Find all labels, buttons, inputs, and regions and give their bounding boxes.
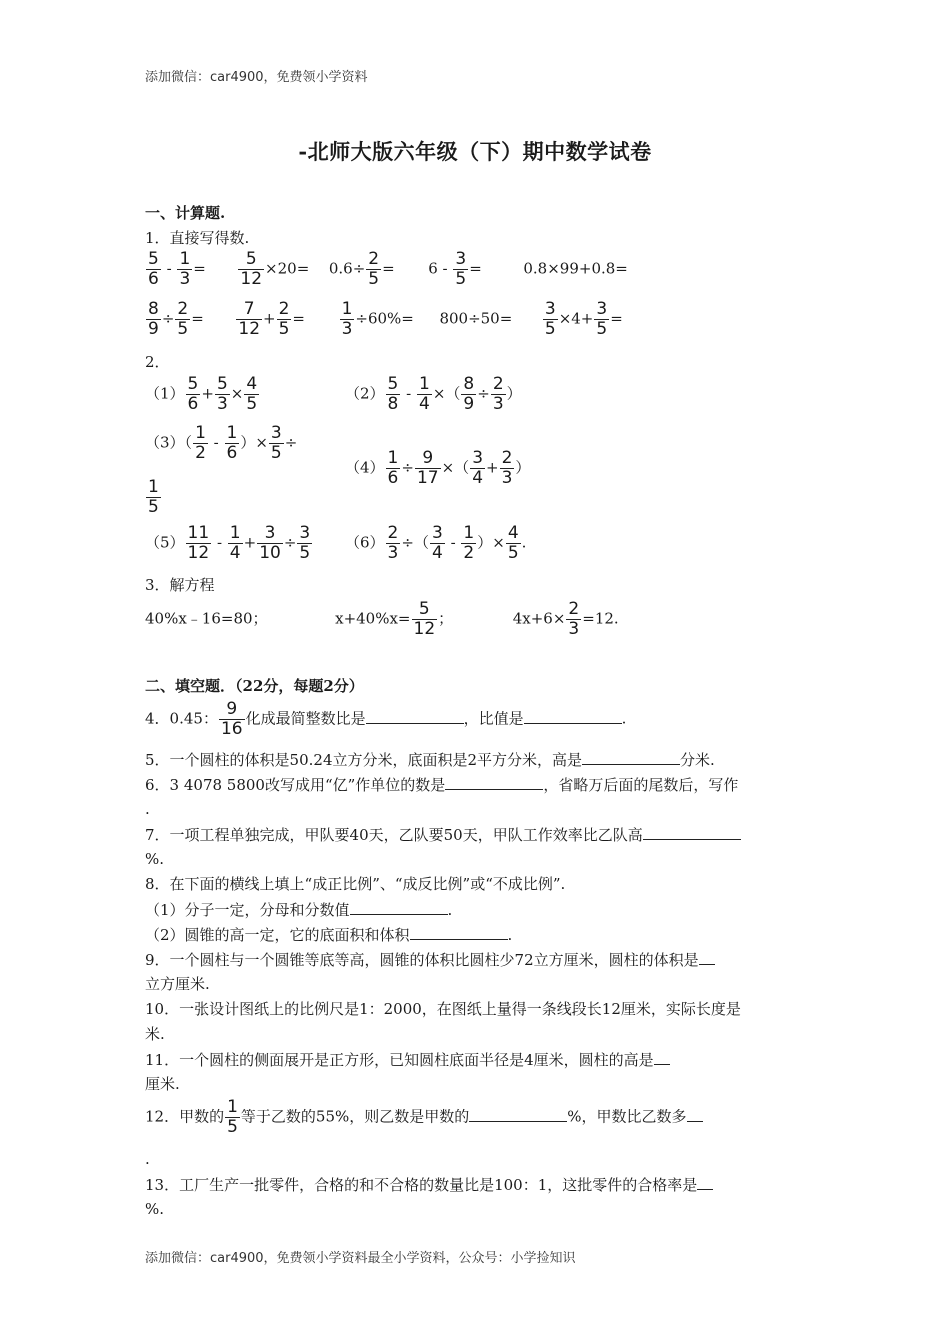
q2-row1-right: [345, 375, 522, 414]
fraction: $\frac{1}{5}$: [227, 1097, 238, 1137]
equations-row: [145, 600, 619, 639]
q8-2: [145, 924, 512, 945]
op: ）: [506, 384, 522, 403]
op: （: [445, 384, 461, 403]
expr-text: ×20=: [265, 259, 310, 278]
q11-end: 厘米.: [145, 1075, 180, 1093]
op: （: [184, 433, 193, 452]
q12-end: .: [145, 1150, 150, 1168]
answer-blank[interactable]: [350, 899, 448, 915]
fraction: $\frac{5}{8}$: [387, 374, 399, 414]
q6-end: .: [145, 800, 150, 818]
answer-blank[interactable]: [697, 1174, 713, 1190]
op: =: [191, 309, 204, 328]
fraction: $\frac{1}{4}$: [229, 523, 241, 563]
q3-label: 3．解方程: [145, 576, 215, 594]
fraction: $\frac{1}{2}$: [195, 423, 206, 463]
op: ÷: [401, 458, 414, 477]
q13-end: %.: [145, 1200, 165, 1218]
fraction: $\frac{5}{6}$: [187, 374, 199, 414]
fraction: $\frac{2}{3}$: [501, 448, 513, 488]
q6-text: 6．3 4078 5800改写成用“亿”作单位的数是: [145, 776, 446, 794]
q12-text: 12．甲数的: [145, 1107, 225, 1126]
q6: [145, 774, 738, 795]
op: -: [445, 533, 461, 552]
op: .: [507, 926, 513, 944]
q7: [145, 824, 741, 845]
fraction: $\frac{8}{9}$: [463, 374, 475, 414]
q13: [145, 1174, 713, 1195]
q4-text: 4．0.45：: [145, 709, 218, 728]
equation-1: 40%x﹣16=80；: [145, 609, 268, 628]
q9: [145, 949, 715, 970]
fraction: $\frac{1}{6}$: [387, 448, 399, 488]
fraction: $\frac{2}{3}$: [492, 374, 504, 414]
expr-text: ÷60%=: [355, 309, 414, 328]
item-number: （1）: [145, 384, 185, 403]
section1-heading: 一、计算题.: [145, 204, 226, 222]
q8: 8．在下面的横线上填上“成正比例”、“成反比例”或“不成比例”.: [145, 875, 566, 893]
fraction: $\frac{2}{3}$: [568, 599, 580, 639]
op: =: [292, 309, 305, 328]
q2-row3-left: [145, 524, 313, 563]
fraction: $\frac{2}{5}$: [368, 249, 380, 289]
op: =: [469, 259, 482, 278]
op: =: [610, 309, 623, 328]
op: ×: [432, 384, 446, 403]
answer-blank[interactable]: [582, 749, 680, 765]
page-title: -北师大版六年级（下）期中数学试卷: [298, 139, 652, 164]
q2-row1-left: [145, 375, 260, 414]
q10: 10．一张设计图纸上的比例尺是1：2000，在图纸上量得一条线段长12厘米，实际长度是: [145, 1000, 741, 1018]
item-number: （4）: [345, 458, 385, 477]
fraction: $\frac{1}{6}$: [226, 423, 238, 463]
q4-text: .: [621, 709, 627, 728]
op: ）: [515, 458, 531, 477]
op: -: [212, 533, 227, 552]
answer-blank[interactable]: [699, 949, 715, 965]
q4: [145, 700, 626, 739]
fraction: $\frac{5}{12}$: [240, 249, 263, 289]
q8-2-text: （2）圆锥的高一定，它的底面积和体积: [145, 926, 410, 944]
fraction: $\frac{3}{4}$: [472, 448, 484, 488]
op: +: [201, 384, 214, 403]
answer-blank[interactable]: [366, 708, 464, 724]
fraction: $\frac{1}{3}$: [341, 299, 353, 339]
fraction: $\frac{5}{6}$: [148, 249, 159, 289]
q5-text: 分米.: [680, 751, 715, 769]
op: ÷: [477, 384, 490, 403]
op: -: [161, 259, 177, 278]
op: ×: [230, 384, 244, 403]
q8-1: [145, 899, 452, 920]
footer-note: 添加微信：car4900，免费领小学资料最全小学资料，公众号：小学捡知识: [145, 1251, 576, 1266]
op: .: [447, 901, 453, 919]
expr-text: 0.6÷: [328, 259, 366, 278]
q4-text: ，比值是: [463, 709, 524, 728]
q5: [145, 749, 715, 770]
op: ÷: [283, 533, 297, 552]
header-note: 添加微信：car4900，免费领小学资料: [145, 70, 368, 85]
section2-heading: 二、填空题．（22分，每题2分）: [145, 677, 364, 695]
fraction: $\frac{3}{5}$: [596, 299, 608, 339]
q7-text: 7．一项工程单独完成，甲队要40天，乙队要50天，甲队工作效率比乙队高: [145, 826, 643, 844]
fraction: $\frac{5}{12}$: [413, 599, 436, 639]
fraction: $\frac{1}{2}$: [463, 523, 475, 563]
answer-blank[interactable]: [687, 1106, 703, 1122]
expr-text: 0.8×99+0.8=: [523, 259, 628, 278]
item-number: （5）: [145, 533, 185, 552]
op: =: [382, 259, 395, 278]
answer-blank[interactable]: [643, 824, 741, 840]
fraction: $\frac{8}{9}$: [148, 299, 159, 339]
q2-row2-cont: [145, 478, 162, 517]
q11-text: 11．一个圆柱的侧面展开是正方形，已知圆柱底面半径是4厘米，圆柱的高是: [145, 1051, 654, 1069]
op: +: [243, 533, 257, 552]
fraction: $\frac{3}{5}$: [270, 423, 282, 463]
fraction: $\frac{2}{5}$: [278, 299, 290, 339]
op: ）×: [477, 533, 505, 552]
q7-end: %.: [145, 850, 165, 868]
fraction: $\frac{4}{5}$: [246, 374, 258, 414]
q10-end: 米.: [145, 1025, 165, 1043]
op: ÷: [401, 533, 414, 552]
fraction: $\frac{3}{10}$: [259, 523, 281, 563]
op: .: [521, 533, 527, 552]
op: =: [193, 259, 206, 278]
fraction: $\frac{4}{5}$: [507, 523, 519, 563]
op: ÷: [284, 433, 298, 452]
q9-end: 立方厘米.: [145, 975, 210, 993]
op: +: [486, 458, 499, 477]
op: -: [208, 433, 224, 452]
op: ）×: [240, 433, 268, 452]
q9-text: 9．一个圆柱与一个圆锥等底等高，圆锥的体积比圆柱少72立方厘米，圆柱的体积是: [145, 951, 699, 969]
op: +: [263, 309, 276, 328]
q13-text: 13．工厂生产一批零件，合格的和不合格的数量比是100：1，这批零件的合格率是: [145, 1176, 698, 1194]
q1-label: 1．直接写得数.: [145, 229, 250, 247]
fraction: $\frac{3}{4}$: [431, 523, 443, 563]
q2-row3-right: [345, 524, 526, 563]
item-number: （3）: [145, 433, 185, 452]
fraction: $\frac{1}{5}$: [148, 477, 159, 517]
fraction: $\frac{3}{5}$: [299, 523, 311, 563]
fraction: $\frac{3}{5}$: [544, 299, 556, 339]
op: （: [454, 458, 470, 477]
expr-text: 800÷50=: [439, 309, 513, 328]
q2-row2-left: [145, 424, 297, 463]
q2-row2-right: [345, 449, 530, 488]
fraction: $\frac{3}{5}$: [455, 249, 467, 289]
fraction: $\frac{2}{3}$: [387, 523, 399, 563]
fraction: $\frac{2}{5}$: [177, 299, 189, 339]
answer-blank[interactable]: [469, 1106, 567, 1122]
op: ÷: [161, 309, 175, 328]
q12-text: %，甲数比乙数多: [567, 1107, 687, 1126]
fraction: $\frac{7}{12}$: [238, 299, 261, 339]
expr-text: 6 -: [428, 259, 453, 278]
q2-label: 2．: [145, 353, 170, 371]
q12-text: 等于乙数的55%，则乙数是甲数的: [240, 1107, 470, 1126]
q8-1-text: （1）分子一定，分母和分数值: [145, 901, 350, 919]
q11: [145, 1049, 670, 1070]
q1-row1: [145, 250, 628, 289]
q6-text: ，省略万后面的尾数后，写作: [543, 776, 739, 794]
equation-3: 4x+6×: [512, 609, 566, 628]
answer-blank[interactable]: [410, 924, 508, 940]
op: ；: [438, 609, 454, 628]
q12: [145, 1098, 703, 1137]
expr-text: ×4+: [558, 309, 594, 328]
fraction: $\frac{9}{16}$: [220, 699, 243, 739]
answer-blank[interactable]: [445, 774, 543, 790]
answer-blank[interactable]: [654, 1049, 670, 1065]
item-number: （6）: [345, 533, 385, 552]
q4-text: 化成最简整数比是: [245, 709, 366, 728]
op: =12.: [582, 609, 619, 628]
op: （: [413, 533, 429, 552]
item-number: （2）: [345, 384, 385, 403]
fraction: $\frac{1}{3}$: [179, 249, 191, 289]
answer-blank[interactable]: [524, 708, 622, 724]
fraction: $\frac{9}{17}$: [416, 448, 439, 488]
equation-2: x+40%x=: [335, 609, 411, 628]
op: -: [401, 384, 416, 403]
fraction: $\frac{1}{4}$: [418, 374, 430, 414]
fraction: $\frac{11}{12}$: [187, 523, 210, 563]
q5-text: 5．一个圆柱的体积是50.24立方分米，底面积是2平方分米，高是: [145, 751, 583, 769]
op: ×: [441, 458, 455, 477]
fraction: $\frac{5}{3}$: [216, 374, 228, 414]
q1-row2: [145, 300, 623, 339]
